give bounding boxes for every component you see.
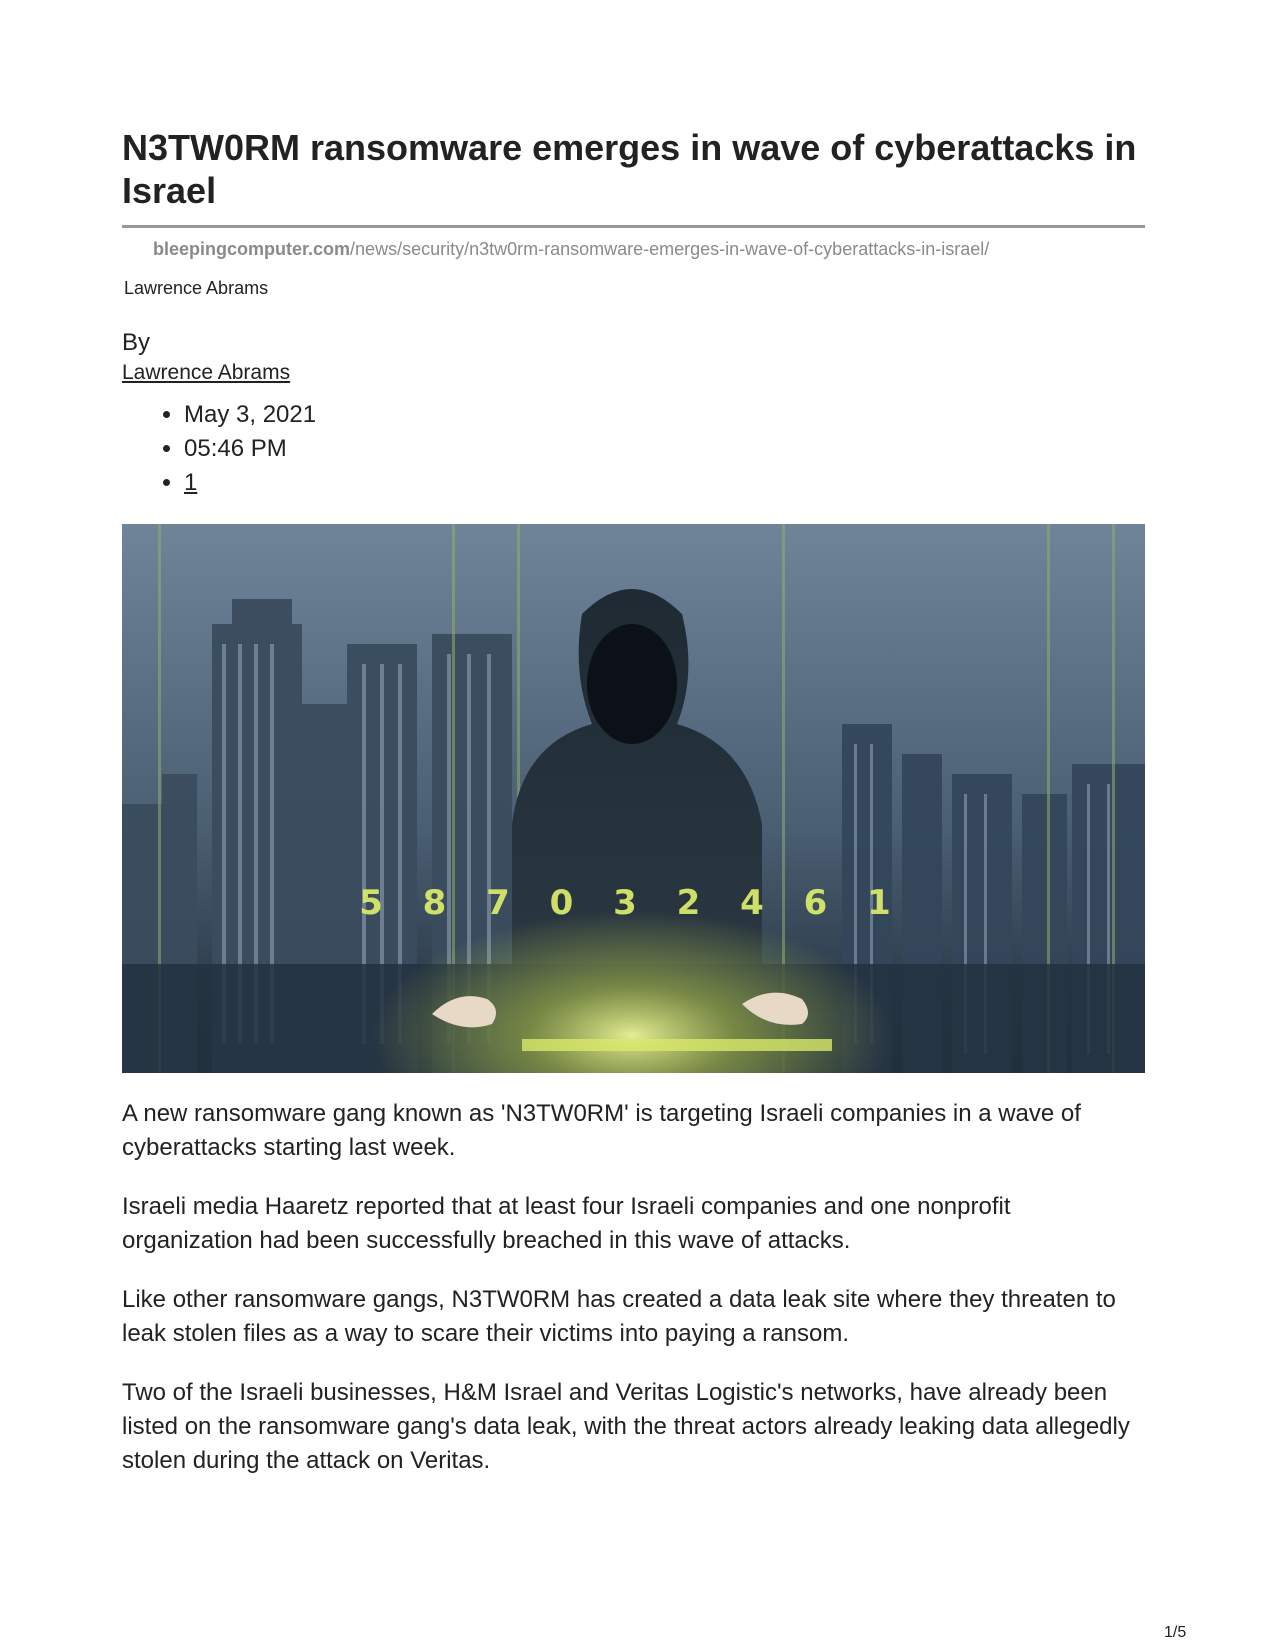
meta-comments-link[interactable]: • 1: [184, 466, 316, 500]
hero-digits: 5 8 7 0 3 2 4 6 1: [359, 883, 905, 923]
source-domain: bleepingcomputer.com: [153, 239, 351, 259]
hacker-illustration: [122, 524, 1145, 1073]
article-meta-list: [122, 398, 316, 500]
article-title: N3TW0RM ransomware emerges in wave of cyberattacks in Israel: [122, 127, 1137, 211]
paragraph: Two of the Israeli businesses, H&M Israel and Veritas Logistic's networks, have already been listed on the ransomware gang's data leak, with the threat actors already leaking data allegedly stolen during the attack on Veritas.: [122, 1379, 1130, 1474]
meta-time: • 05:46 PM: [184, 432, 316, 466]
author-name: Lawrence Abrams: [124, 278, 269, 298]
article-body: [122, 1097, 1145, 1503]
author-link[interactable]: Lawrence Abrams: [122, 361, 291, 384]
hero-image: [122, 524, 1145, 1073]
source-url: [153, 239, 989, 260]
paragraph: A new ransomware gang known as 'N3TW0RM' is targeting Israeli companies in a wave of cyberattacks starting last week.: [122, 1100, 1081, 1161]
paragraph: Like other ransomware gangs, N3TW0RM has created a data leak site where they threaten to leak stolen files as a way to scare their victims into paying a ransom.: [122, 1286, 1116, 1347]
page-number: 1/5: [1164, 1624, 1187, 1641]
paragraph: Israeli media Haaretz reported that at least four Israeli companies and one nonprofit organization had been successfully breached in this wave of attacks.: [122, 1193, 1011, 1254]
source-path: /news/security/n3tw0rm-ransomware-emerges-in-wave-of-cyberattacks-in-israel/: [350, 239, 990, 259]
byline-label: By: [122, 329, 151, 356]
title-divider: [122, 225, 1145, 228]
meta-date: • May 3, 2021: [184, 398, 316, 432]
